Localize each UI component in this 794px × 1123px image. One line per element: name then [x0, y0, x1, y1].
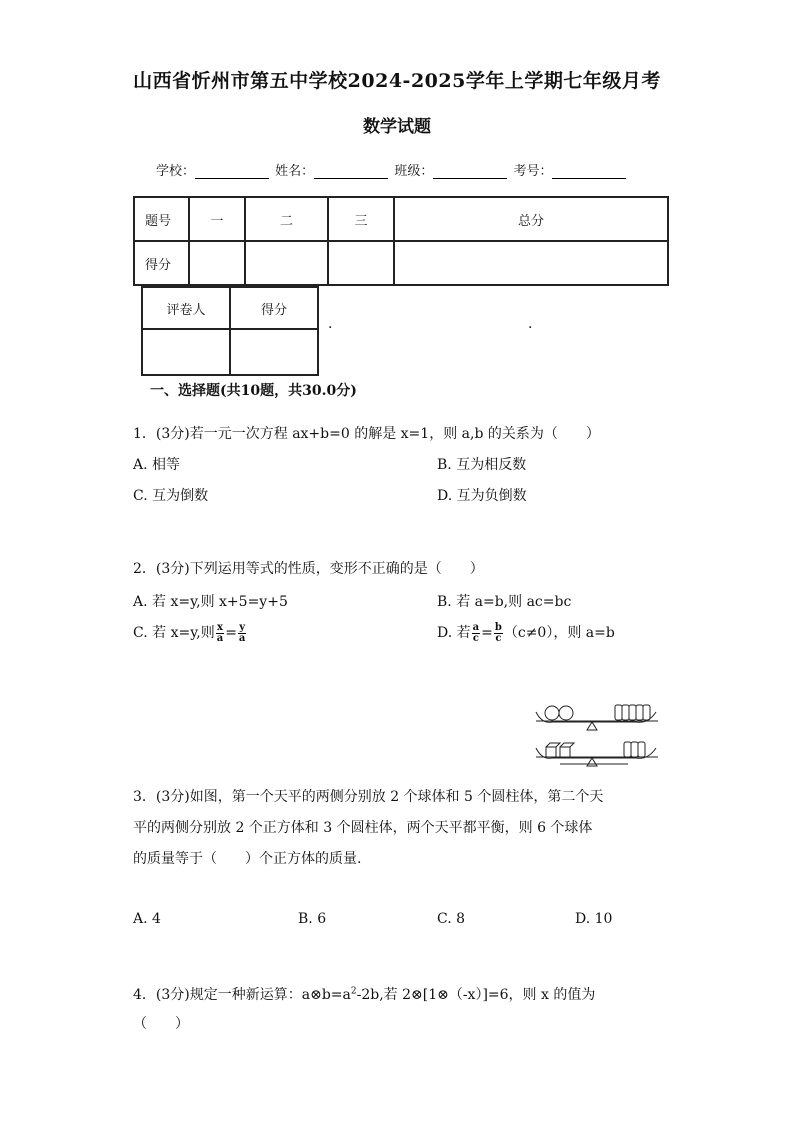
q2-option-d-suffix: （c≠0），则 a=b	[503, 625, 615, 641]
class-blank[interactable]	[433, 166, 507, 179]
q2-option-b[interactable]: B. 若 a=b,则 ac=bc	[437, 594, 572, 610]
score-cell-3[interactable]	[328, 241, 394, 285]
q1-option-b[interactable]: B. 互为相反数	[437, 457, 527, 473]
score-col-total: 总分	[394, 197, 668, 241]
score-cell-1[interactable]	[189, 241, 245, 285]
question-3-line-1: 3．(3分)如图，第一个天平的两侧分别放 2 个球体和 5 个圆柱体，第二个天	[133, 789, 604, 805]
question-3-line-2: 平的两侧分别放 2 个正方体和 3 个圆柱体，两个天平都平衡，则 6 个球体	[133, 820, 593, 836]
question-3-line-3: 的质量等于（ ）个正方体的质量.	[133, 851, 362, 867]
name-blank[interactable]	[314, 166, 388, 179]
q1-option-c[interactable]: C. 互为倒数	[133, 488, 209, 504]
question-4-stem: 4．(3分)规定一种新运算：$a\otimes b=a^2-2b$,若 2⊗[1⊗（-x）]=6，则 x 的值为	[133, 986, 596, 1003]
score-table	[133, 196, 669, 286]
fraction-y-over-a: $\frac{y}{a}$	[238, 621, 246, 644]
score-row-label: 得分	[134, 241, 189, 285]
dot-marker: .	[328, 316, 333, 332]
grader-table	[141, 286, 319, 376]
exam-number-label: 考号：	[513, 164, 553, 179]
q1-option-d[interactable]: D. 互为负倒数	[437, 488, 527, 504]
fraction-b-over-c: $\frac{b}{c}$	[494, 621, 502, 644]
score-col-1: 一	[189, 197, 245, 241]
score-col-label: 题号	[134, 197, 189, 241]
score-col-2: 二	[245, 197, 328, 241]
score-cell-total[interactable]	[394, 241, 668, 285]
score-cell-2[interactable]	[245, 241, 328, 285]
score-table-header-row	[134, 197, 668, 241]
score-col-3: 三	[328, 197, 394, 241]
exam-title: 山西省忻州市第五中学校2024-2025学年上学期七年级月考	[133, 70, 661, 92]
balance-figure	[532, 698, 662, 778]
question-4-answer-paren: （ ）	[133, 1016, 189, 1032]
q2-option-d-text: D. 若	[437, 625, 471, 641]
question-1-stem: 1．(3分)若一元一次方程 ax+b=0 的解是 x=1，则 a,b 的关系为（ ）	[133, 426, 600, 442]
section-heading: 一、选择题(共10题，共30.0分)	[150, 383, 357, 399]
school-label: 学校：	[156, 164, 196, 179]
balance-1-spheres-vs-cylinders	[536, 705, 658, 730]
q2-option-c[interactable]	[133, 622, 247, 644]
q3-option-d[interactable]: D. 10	[575, 911, 613, 927]
grader-score-cell[interactable]	[230, 329, 318, 375]
question-2-stem: 2．(3分)下列运用等式的性质，变形不正确的是（ ）	[133, 561, 484, 577]
q2-option-c-text: C. 若 x=y,则	[133, 625, 215, 641]
grader-score-header: 得分	[230, 287, 318, 329]
balance-2-cubes-vs-cylinders	[536, 742, 658, 766]
equals-sign: =	[481, 625, 493, 641]
q2-option-d[interactable]	[437, 622, 615, 644]
fraction-a-over-c: $\frac{a}{c}$	[472, 621, 480, 644]
equals-sign: =	[225, 625, 237, 641]
student-info-row	[156, 160, 628, 179]
exam-number-blank[interactable]	[552, 166, 626, 179]
grader-header: 评卷人	[142, 287, 230, 329]
name-label: 姓名：	[275, 164, 315, 179]
q3-option-c[interactable]: C. 8	[437, 911, 466, 927]
q3-option-b[interactable]: B. 6	[298, 911, 327, 927]
q1-option-a[interactable]: A. 相等	[133, 457, 181, 473]
school-blank[interactable]	[195, 166, 269, 179]
grader-cell[interactable]	[142, 329, 230, 375]
q2-option-a[interactable]: A. 若 x=y,则 x+5=y+5	[133, 594, 288, 610]
score-table-score-row	[134, 241, 668, 285]
exam-subtitle: 数学试题	[363, 117, 431, 137]
q3-option-a[interactable]: A. 4	[133, 911, 161, 927]
dot-marker: .	[528, 316, 533, 332]
fraction-x-over-a: $\frac{x}{a}$	[216, 621, 224, 644]
class-label: 班级：	[394, 164, 434, 179]
